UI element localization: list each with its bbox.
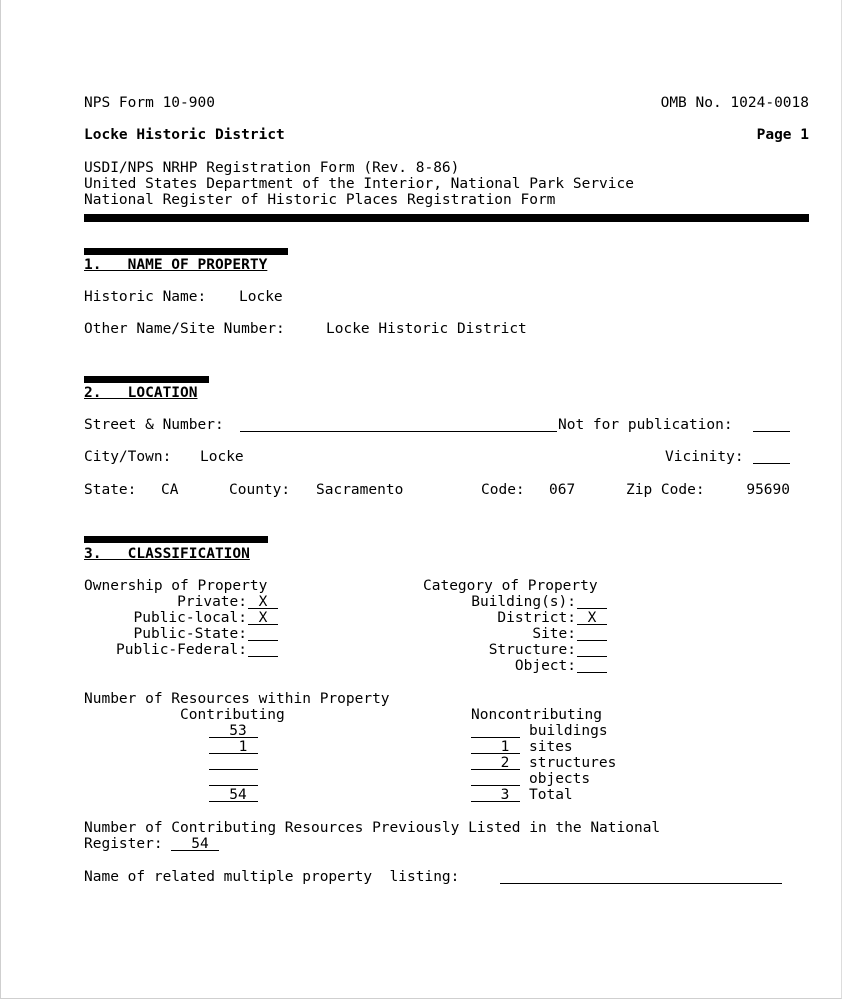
ownership-public-federal-field [248,656,278,657]
header-divider [84,214,809,222]
noncontributing-header: Noncontributing [471,707,602,723]
resource-type-structures: structures [529,755,617,771]
previously-listed-value: 54 [191,836,209,852]
not-for-publication-label: Not for publication: [558,417,733,433]
contributing-buildings-value: 53 [229,723,247,739]
code-value: 067 [549,482,576,498]
city-label: City/Town: [84,449,172,465]
ownership-public-federal-label: Public-Federal: [116,642,247,658]
multiple-property-label: Name of related multiple property listing: [84,869,460,885]
vicinity-label: Vicinity: [665,449,744,465]
category-district-mark: X [587,610,597,626]
category-site-field [577,640,607,641]
omb-number: OMB No. 1024-0018 [660,95,809,111]
category-building-field [577,608,607,609]
resources-title: Number of Resources within Property [84,691,390,707]
category-object-field [577,672,607,673]
noncontributing-total-value: 3 [500,787,510,803]
ownership-private-mark: X [258,594,268,610]
agency-line-3: National Register of Historic Places Registration Form [84,192,556,208]
contributing-objects-field [209,785,258,786]
contributing-sites-value: 1 [238,739,248,755]
section1-heading: 1. NAME OF PROPERTY [84,257,268,273]
county-label: County: [229,482,291,498]
resource-type-sites: sites [529,739,573,755]
agency-line-2: United States Department of the Interior, National Park Service [84,176,634,192]
district-name: Locke Historic District [84,127,285,143]
section3-heading: 3. CLASSIFICATION [84,546,250,562]
category-site-label: Site: [532,626,576,642]
noncontributing-structures-value: 2 [500,755,510,771]
city-value: Locke [200,449,244,465]
category-district-label: District: [497,610,576,626]
section3-heading-bar [84,536,268,543]
state-label: State: [84,482,137,498]
other-name-value: Locke Historic District [326,321,527,337]
ownership-public-state-label: Public-State: [133,626,247,642]
noncontributing-sites-value: 1 [500,739,510,755]
previously-listed-line1: Number of Contributing Resources Previously Listed in the National [84,820,661,836]
other-name-label: Other Name/Site Number: [84,321,285,337]
street-field [240,431,557,432]
ownership-public-state-field [248,640,278,641]
historic-name-label: Historic Name: [84,289,207,305]
resource-type-objects: objects [529,771,591,787]
resource-type-total: Total [529,787,573,803]
section2-heading-bar [84,376,209,383]
ownership-public-local-label: Public-local: [133,610,247,626]
category-structure-label: Structure: [488,642,576,658]
section1-heading-bar [84,248,288,255]
category-building-label: Building(s): [471,594,576,610]
category-structure-field [577,656,607,657]
category-object-label: Object: [514,658,576,674]
page-label: Page 1 [756,127,809,143]
ownership-title: Ownership of Property [84,578,268,594]
vicinity-field [753,463,790,464]
code-label: Code: [481,482,525,498]
noncontributing-buildings-field [471,737,520,738]
agency-line-1: USDI/NPS NRHP Registration Form (Rev. 8-86) [84,160,460,176]
not-for-publication-field [753,431,790,432]
multiple-property-field [500,883,782,884]
resource-type-buildings: buildings [529,723,608,739]
historic-name-value: Locke [239,289,283,305]
zip-value: 95690 [746,482,790,498]
street-label: Street & Number: [84,417,224,433]
contributing-structures-field [209,769,258,770]
noncontributing-objects-field [471,785,520,786]
section2-heading: 2. LOCATION [84,385,198,401]
previously-listed-label: Register: [84,836,163,852]
state-value: CA [161,482,179,498]
contributing-total-value: 54 [229,787,247,803]
county-value: Sacramento [316,482,404,498]
category-title: Category of Property [423,578,598,594]
ownership-public-local-mark: X [258,610,268,626]
zip-label: Zip Code: [626,482,705,498]
ownership-private-label: Private: [177,594,247,610]
contributing-header: Contributing [180,707,285,723]
form-number: NPS Form 10-900 [84,95,215,111]
